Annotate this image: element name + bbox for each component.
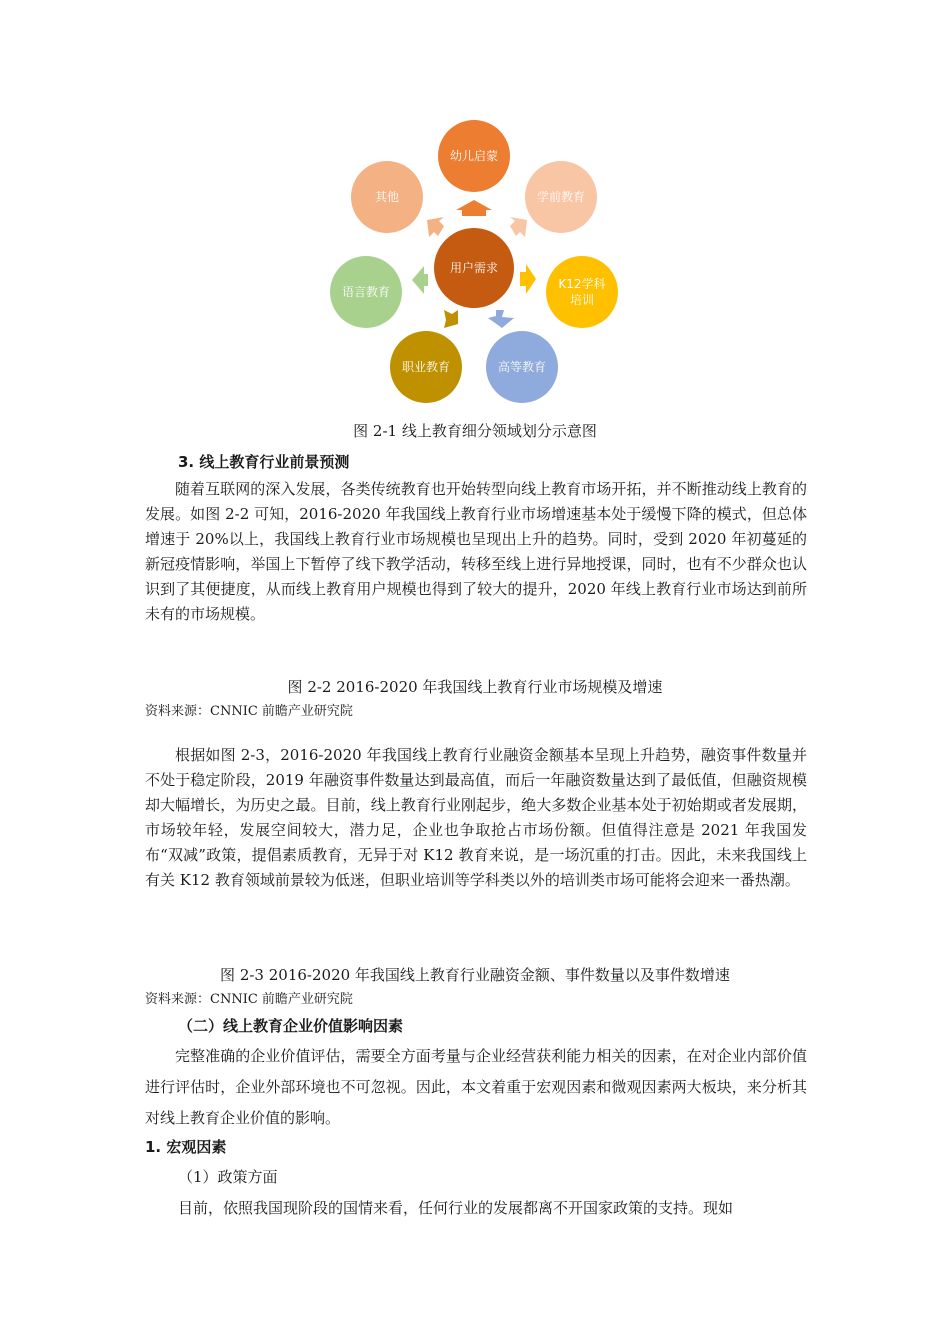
arrow-up [456,200,492,216]
policy-subheading: （1）政策方面 [178,1168,278,1186]
paragraph-financing [145,743,807,893]
node-5-label: 语言教育 [341,285,391,299]
paragraph-outlook [145,477,807,627]
node-2-label-line2: 培训 [569,293,595,307]
section-3-heading: 3. 线上教育行业前景预测 [178,453,350,471]
section-2-heading: （二）线上教育企业价值影响因素 [178,1017,404,1035]
diagram-svg [320,112,640,412]
education-segments-diagram [320,112,640,412]
paragraph-value-factors [145,1041,807,1134]
node-1-label: 学前教育 [536,190,586,204]
node-0-label: 幼儿启蒙 [449,149,499,163]
paragraph-value-factors-text: 完整准确的企业价值评估，需要全方面考量与企业经营获利能力相关的因素，在对企业内部价值进行评估时，企业外部环境也不可忽视。因此，本文着重于宏观因素和微观因素两大板块，来分析其对线上教育企业价值的影响。 [145,1047,807,1127]
figure-2-2-source: 资料来源：CNNIC 前瞻产业研究院 [145,704,353,719]
paragraph-policy-start: 目前，依照我国现阶段的国情来看，任何行业的发展都离不开国家政策的支持。现如 [178,1199,734,1217]
arrow-lower-left [444,310,458,328]
node-4-label: 职业教育 [401,360,451,374]
arrow-upper-left [427,217,444,237]
arrow-upper-right [510,217,527,237]
node-2-label-line1: K12学科 [558,277,606,291]
node-6-label: 其他 [374,190,400,204]
paragraph-outlook-text: 随着互联网的深入发展，各类传统教育也开始转型向线上教育市场开拓，并不断推动线上教育的发展。如图 2-2 可知，2016-2020 年我国线上教育行业市场增速基本处于缓慢下降的模式，但总体增速于 20%以上，我国线上教育行业市场规模也呈现出上升的趋势。同时，受到 2020 年初蔓延的新冠疫情影响，举国上下暂停了线下教学活动，转移至线上进行异地授课，同时，也有不少群众也认识到了其便捷度，从而线上教育用户规模也得到了较大的提升，2020 年线上教育行业市场达到前所未有的市场规模。 [145,480,807,623]
figure-2-1-caption: 图 2-1 线上教育细分领域划分示意图 [353,422,597,440]
paragraph-financing-text: 根据如图 2-3，2016-2020 年我国线上教育行业融资金额基本呈现上升趋势，融资事件数量并不处于稳定阶段，2019 年融资事件数量达到最高值，而后一年融资数量达到了最低值，但融资规模却大幅增长，为历史之最。目前，线上教育行业刚起步，绝大多数企业基本处于初始期或者发展期，市场较年轻，发展空间较大，潜力足，企业也争取抢占市场份额。但值得注意是 2021 年我国发布“双减”政策，提倡素质教育，无异于对 K12 教育来说，是一场沉重的打击。因此，未来我国线上有关 K12 教育领域前景较为低迷，但职业培训等学科类以外的培训类市场可能将会迎来一番热潮。 [145,746,807,889]
figure-2-3-caption: 图 2-3 2016-2020 年我国线上教育行业融资金额、事件数量以及事件数增速 [220,966,730,984]
figure-2-2-caption: 图 2-2 2016-2020 年我国线上教育行业市场规模及增速 [287,678,663,696]
figure-2-3-source: 资料来源：CNNIC 前瞻产业研究院 [145,992,353,1007]
node-2-circle [546,256,618,328]
node-3-label: 高等教育 [497,360,547,374]
node-center-label: 用户需求 [449,261,499,275]
arrow-lower-right [488,310,514,328]
arrow-right [520,264,536,294]
arrow-left [412,266,428,294]
macro-factors-heading: 1. 宏观因素 [145,1138,227,1156]
